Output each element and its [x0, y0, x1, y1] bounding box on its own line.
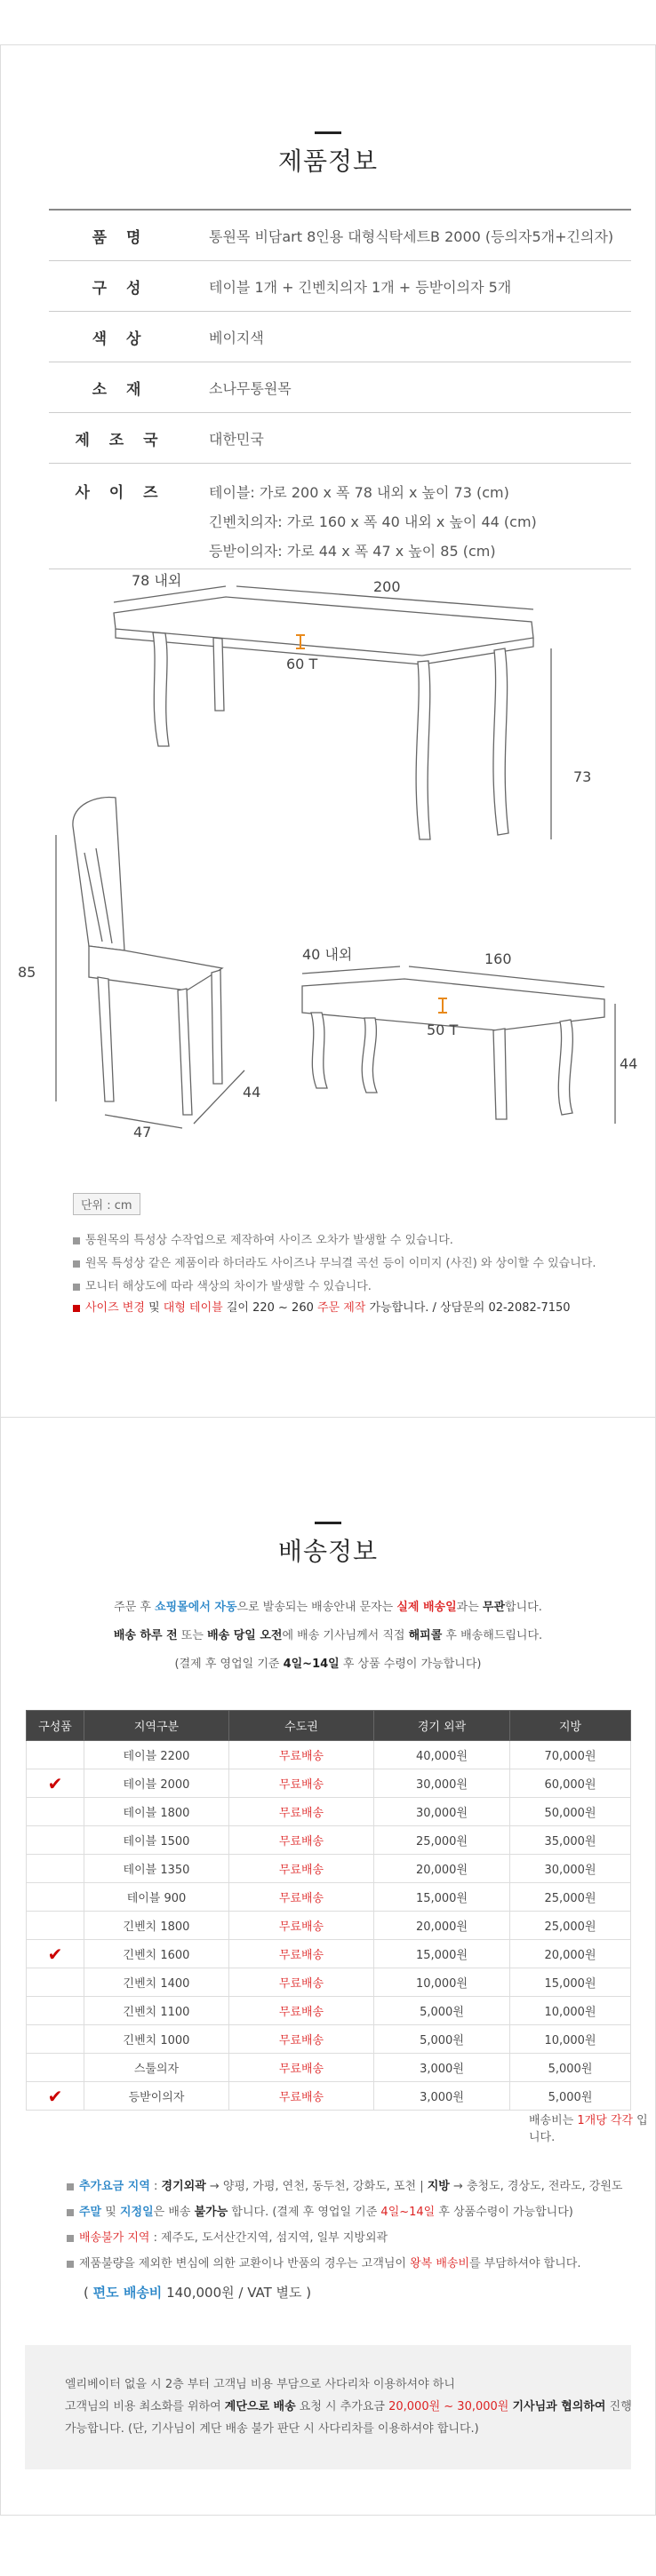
column-header: 지방 [510, 1711, 631, 1741]
text: 합니다. (결제 후 영업일 기준 [228, 2206, 381, 2219]
furniture-dimension-diagram [0, 0, 656, 1181]
ladder-truck-info-box [25, 2345, 631, 2469]
product-cell: 테이블 1800 [84, 1798, 229, 1826]
product-info-title: 제품정보 [277, 147, 379, 176]
text: 20,000원 ~ 30,000원 [388, 2400, 509, 2413]
column-header: 지역구분 [84, 1711, 229, 1741]
table-row [27, 2082, 631, 2111]
dim-bench-depth: 40 내외 [302, 946, 353, 963]
unit-label: 단위 : cm [73, 1193, 140, 1215]
column-header: 수도권 [229, 1711, 374, 1741]
metro-fee-cell: 무료배송 [229, 1940, 374, 1968]
dim-chair-width: 44 [243, 1084, 261, 1101]
text: 불가능 [194, 2206, 228, 2219]
text: 후 배송해드립니다. [442, 1629, 543, 1642]
dim-bench-thickness: 50 T [427, 1022, 459, 1038]
text: 배송불가 지역 [79, 2231, 150, 2245]
text: 요청 시 추가요금 [295, 2400, 389, 2413]
spec-label: 색 상 [92, 330, 148, 348]
table-row [27, 1826, 631, 1855]
bullet-icon [67, 2183, 74, 2190]
text: 해피콜 [408, 1629, 443, 1642]
table-row [27, 1940, 631, 1968]
check-icon [27, 1826, 84, 1855]
local-fee-cell: 60,000원 [510, 1769, 631, 1798]
local-fee-cell: 25,000원 [510, 1912, 631, 1940]
text: 140,000원 / VAT 별도 ) [162, 2285, 312, 2301]
product-cell: 테이블 900 [84, 1883, 229, 1912]
product-cell: 긴벤치 1100 [84, 1997, 229, 2025]
bullet-icon [73, 1237, 80, 1244]
product-cell: 테이블 1350 [84, 1855, 229, 1883]
title-accent-bar [315, 1522, 341, 1524]
text: 4일~14일 [283, 1658, 340, 1671]
note-text: 가능합니다. / 상담문의 02-2082-7150 [365, 1301, 571, 1315]
check-icon [27, 2025, 84, 2054]
spec-value: 대한민국 [209, 430, 264, 448]
size-bench: 긴벤치의자: 가로 160 x 폭 40 내외 x 높이 44 (cm) [209, 513, 537, 530]
product-cell: 테이블 2000 [84, 1769, 229, 1798]
local-fee-cell: 15,000원 [510, 1968, 631, 1997]
size-table: 테이블: 가로 200 x 폭 78 내외 x 높이 73 (cm) [209, 484, 509, 501]
shipping-notice-3 [0, 1654, 656, 1671]
bullet-icon [73, 1284, 80, 1291]
product-cell: 등받이의자 [84, 2082, 229, 2111]
text: → 충청도, 경상도, 전라도, 강원도 [449, 2180, 623, 2193]
outer-fee-cell: 15,000원 [374, 1883, 510, 1912]
note-text: 통원목의 특성상 수작업으로 제작하여 사이즈 오차가 발생할 수 있습니다. [85, 1234, 453, 1247]
check-icon [27, 1883, 84, 1912]
text: 또는 [177, 1629, 208, 1642]
text: → 양평, 가평, 연천, 동두천, 강화도, 포천 | [205, 2180, 428, 2193]
dim-table-height: 73 [573, 768, 592, 785]
text: 및 [101, 2206, 120, 2219]
no-delivery-region [67, 2228, 388, 2245]
text: 후 상품 수령이 가능합니다) [339, 1658, 482, 1671]
table-row [27, 1883, 631, 1912]
note-custom-order [73, 1298, 571, 1315]
text: 를 부담하셔야 합니다. [469, 2257, 581, 2270]
metro-fee-cell: 무료배송 [229, 1997, 374, 2025]
metro-fee-cell: 무료배송 [229, 1741, 374, 1769]
shipping-notice-1 [0, 1597, 656, 1614]
local-fee-cell: 25,000원 [510, 1883, 631, 1912]
product-cell: 긴벤치 1800 [84, 1912, 229, 1940]
text: 지정일 [119, 2206, 154, 2219]
check-icon [27, 2054, 84, 2082]
text: 과는 [456, 1601, 483, 1614]
text: 제품불량을 제외한 변심에 의한 교환이나 반품의 경우는 고객님이 [79, 2257, 411, 2270]
note-item [73, 1276, 372, 1293]
dim-table-thickness: 60 T [286, 656, 318, 672]
dim-chair-depth: 47 [133, 1124, 152, 1141]
note-text: 대형 테이블 [163, 1301, 223, 1315]
metro-fee-cell: 무료배송 [229, 1912, 374, 1940]
outer-fee-cell: 25,000원 [374, 1826, 510, 1855]
table-header-row [27, 1711, 631, 1741]
table-row [27, 1912, 631, 1940]
spec-value: 베이지색 [209, 329, 264, 346]
check-icon: ✔ [27, 1769, 84, 1798]
outer-fee-cell: 5,000원 [374, 1997, 510, 2025]
dim-table-depth: 78 내외 [132, 572, 182, 589]
text: 주말 [79, 2206, 102, 2219]
outer-fee-cell: 30,000원 [374, 1769, 510, 1798]
info-line [65, 2397, 632, 2413]
metro-fee-cell: 무료배송 [229, 2082, 374, 2111]
bullet-icon [73, 1305, 80, 1312]
check-icon: ✔ [27, 2082, 84, 2111]
info-line [65, 2374, 455, 2391]
table-row [27, 2054, 631, 2082]
table-drawing [114, 586, 551, 839]
text: 엘리베이터 없을 시 2층 부터 고객님 비용 부담으로 사다리차 이용하셔야 하니 [65, 2378, 455, 2391]
spec-value: 테이블 1개 + 긴벤치의자 1개 + 등받이의자 5개 [209, 278, 512, 296]
table-row [27, 1741, 631, 1769]
spec-label: 제 조 국 [75, 431, 165, 449]
product-cell: 테이블 2200 [84, 1741, 229, 1769]
table-row [27, 1769, 631, 1798]
note-text: 및 [144, 1301, 164, 1315]
shipping-notice-2 [0, 1626, 656, 1642]
shipping-info-title: 배송정보 [277, 1537, 379, 1566]
table-row [27, 1798, 631, 1826]
product-cell: 테이블 1500 [84, 1826, 229, 1855]
return-policy-note [67, 2254, 580, 2270]
local-fee-cell: 20,000원 [510, 1940, 631, 1968]
check-icon [27, 1855, 84, 1883]
text: 진행 [605, 2400, 632, 2413]
metro-fee-cell: 무료배송 [229, 1826, 374, 1855]
local-fee-cell: 30,000원 [510, 1855, 631, 1883]
text: 1개당 각각 [577, 2114, 634, 2127]
text: 경기외곽 [161, 2180, 206, 2193]
note-text: 주문 제작 [317, 1301, 366, 1315]
bullet-icon [73, 1260, 80, 1268]
note-text: 원목 특성상 같은 제품이라 하더라도 사이즈나 무늬결 곡선 등이 이미지 (사진) 와 상이할 수 있습니다. [85, 1257, 596, 1270]
text: 지방 [427, 2180, 450, 2193]
note-item [73, 1230, 453, 1247]
outer-fee-cell: 20,000원 [374, 1912, 510, 1940]
metro-fee-cell: 무료배송 [229, 2025, 374, 2054]
outer-fee-cell: 20,000원 [374, 1855, 510, 1883]
outer-fee-cell: 15,000원 [374, 1940, 510, 1968]
text: 배송 하루 전 [113, 1629, 178, 1642]
size-chair: 등받이의자: 가로 44 x 폭 47 x 높이 85 (cm) [209, 543, 496, 560]
note-item [73, 1253, 596, 1270]
spec-label: 구 성 [92, 279, 148, 298]
check-icon: ✔ [27, 1940, 84, 1968]
dim-bench-width: 160 [484, 950, 512, 967]
check-icon [27, 1741, 84, 1769]
check-icon [27, 1912, 84, 1940]
spec-value: 통원목 비담art 8인용 대형식탁세트B 2000 (등의자5개+긴의자) [209, 227, 614, 245]
column-header: 구성품 [27, 1711, 84, 1741]
extra-fee-region [67, 2176, 622, 2193]
metro-fee-cell: 무료배송 [229, 1968, 374, 1997]
local-fee-cell: 35,000원 [510, 1826, 631, 1855]
spec-label: 품 명 [92, 228, 148, 247]
metro-fee-cell: 무료배송 [229, 2054, 374, 2082]
metro-fee-cell: 무료배송 [229, 1855, 374, 1883]
table-row [27, 1997, 631, 2025]
chair-drawing [56, 797, 244, 1128]
text: 가능합니다. (단, 기사님이 계단 배송 불가 판단 시 사다리차를 이용하셔야 합니다.) [65, 2422, 479, 2436]
check-icon [27, 1997, 84, 2025]
text: 왕복 배송비 [410, 2257, 470, 2270]
local-fee-cell: 10,000원 [510, 1997, 631, 2025]
bullet-icon [67, 2261, 74, 2268]
info-line [65, 2419, 479, 2436]
product-cell: 스툴의자 [84, 2054, 229, 2082]
text: 고객님의 비용 최소화를 위하여 [65, 2400, 225, 2413]
oneway-fee [84, 2283, 311, 2302]
outer-fee-cell: 40,000원 [374, 1741, 510, 1769]
shipping-fee-note [529, 2111, 656, 2144]
product-cell: 긴벤치 1000 [84, 2025, 229, 2054]
text: 배송비는 [529, 2114, 578, 2127]
bullet-icon [67, 2209, 74, 2216]
metro-fee-cell: 무료배송 [229, 1883, 374, 1912]
outer-fee-cell: 3,000원 [374, 2082, 510, 2111]
text: 편도 배송비 [92, 2285, 163, 2301]
metro-fee-cell: 무료배송 [229, 1769, 374, 1798]
text: 에 배송 기사님께서 직접 [282, 1629, 409, 1642]
table-row [27, 1968, 631, 1997]
text: 기사님과 협의하여 [512, 2400, 606, 2413]
local-fee-cell: 10,000원 [510, 2025, 631, 2054]
outer-fee-cell: 3,000원 [374, 2054, 510, 2082]
bullet-icon [67, 2235, 74, 2242]
spec-label: 소 재 [92, 380, 148, 399]
check-icon [27, 1968, 84, 1997]
column-header: 경기 외곽 [374, 1711, 510, 1741]
check-icon [27, 1798, 84, 1826]
outer-fee-cell: 10,000원 [374, 1968, 510, 1997]
text: : 제주도, 도서산간지역, 섬지역, 일부 지방외곽 [149, 2231, 388, 2245]
text: 후 상품수령이 가능합니다) [435, 2206, 573, 2219]
text: 주문 후 [114, 1601, 156, 1614]
product-cell: 긴벤치 1600 [84, 1940, 229, 1968]
note-text: 길이 220 ~ 260 [222, 1301, 317, 1315]
text: 으로 발송되는 배송안내 문자는 [236, 1601, 397, 1614]
local-fee-cell: 5,000원 [510, 2054, 631, 2082]
text: 은 배송 [153, 2206, 195, 2219]
text: 추가요금 지역 [79, 2180, 150, 2193]
text: 무관 [482, 1601, 506, 1614]
outer-fee-cell: 30,000원 [374, 1798, 510, 1826]
dim-chair-height: 85 [18, 964, 36, 981]
text: (결제 후 영업일 기준 [174, 1658, 284, 1671]
text: 계단으로 배송 [224, 2400, 296, 2413]
text: 실제 배송일 [396, 1601, 457, 1614]
metro-fee-cell: 무료배송 [229, 1798, 374, 1826]
text: 쇼핑몰에서 자동 [155, 1601, 237, 1614]
local-fee-cell: 50,000원 [510, 1798, 631, 1826]
local-fee-cell: 5,000원 [510, 2082, 631, 2111]
text: 합니다. [505, 1601, 542, 1614]
table-row [27, 1855, 631, 1883]
text: 4일~14일 [380, 2206, 436, 2219]
table-row [27, 2025, 631, 2054]
text: 배송 당일 오전 [207, 1629, 283, 1642]
note-text: 사이즈 변경 [85, 1301, 145, 1315]
text: : [149, 2180, 162, 2193]
text: 입니다. [529, 2114, 648, 2144]
text: ( [84, 2285, 93, 2301]
outer-fee-cell: 5,000원 [374, 2025, 510, 2054]
spec-label: 사 이 즈 [75, 484, 165, 502]
shipping-fee-table [26, 1710, 631, 2111]
spec-value: 소나무통원목 [209, 379, 292, 397]
weekend-delivery-note [67, 2202, 573, 2219]
note-text: 모니터 해상도에 따라 색상의 차이가 발생할 수 있습니다. [85, 1280, 372, 1293]
product-cell: 긴벤치 1400 [84, 1968, 229, 1997]
dim-bench-height: 44 [620, 1055, 638, 1072]
dim-table-width: 200 [373, 578, 401, 595]
bench-drawing [302, 966, 615, 1124]
local-fee-cell: 70,000원 [510, 1741, 631, 1769]
